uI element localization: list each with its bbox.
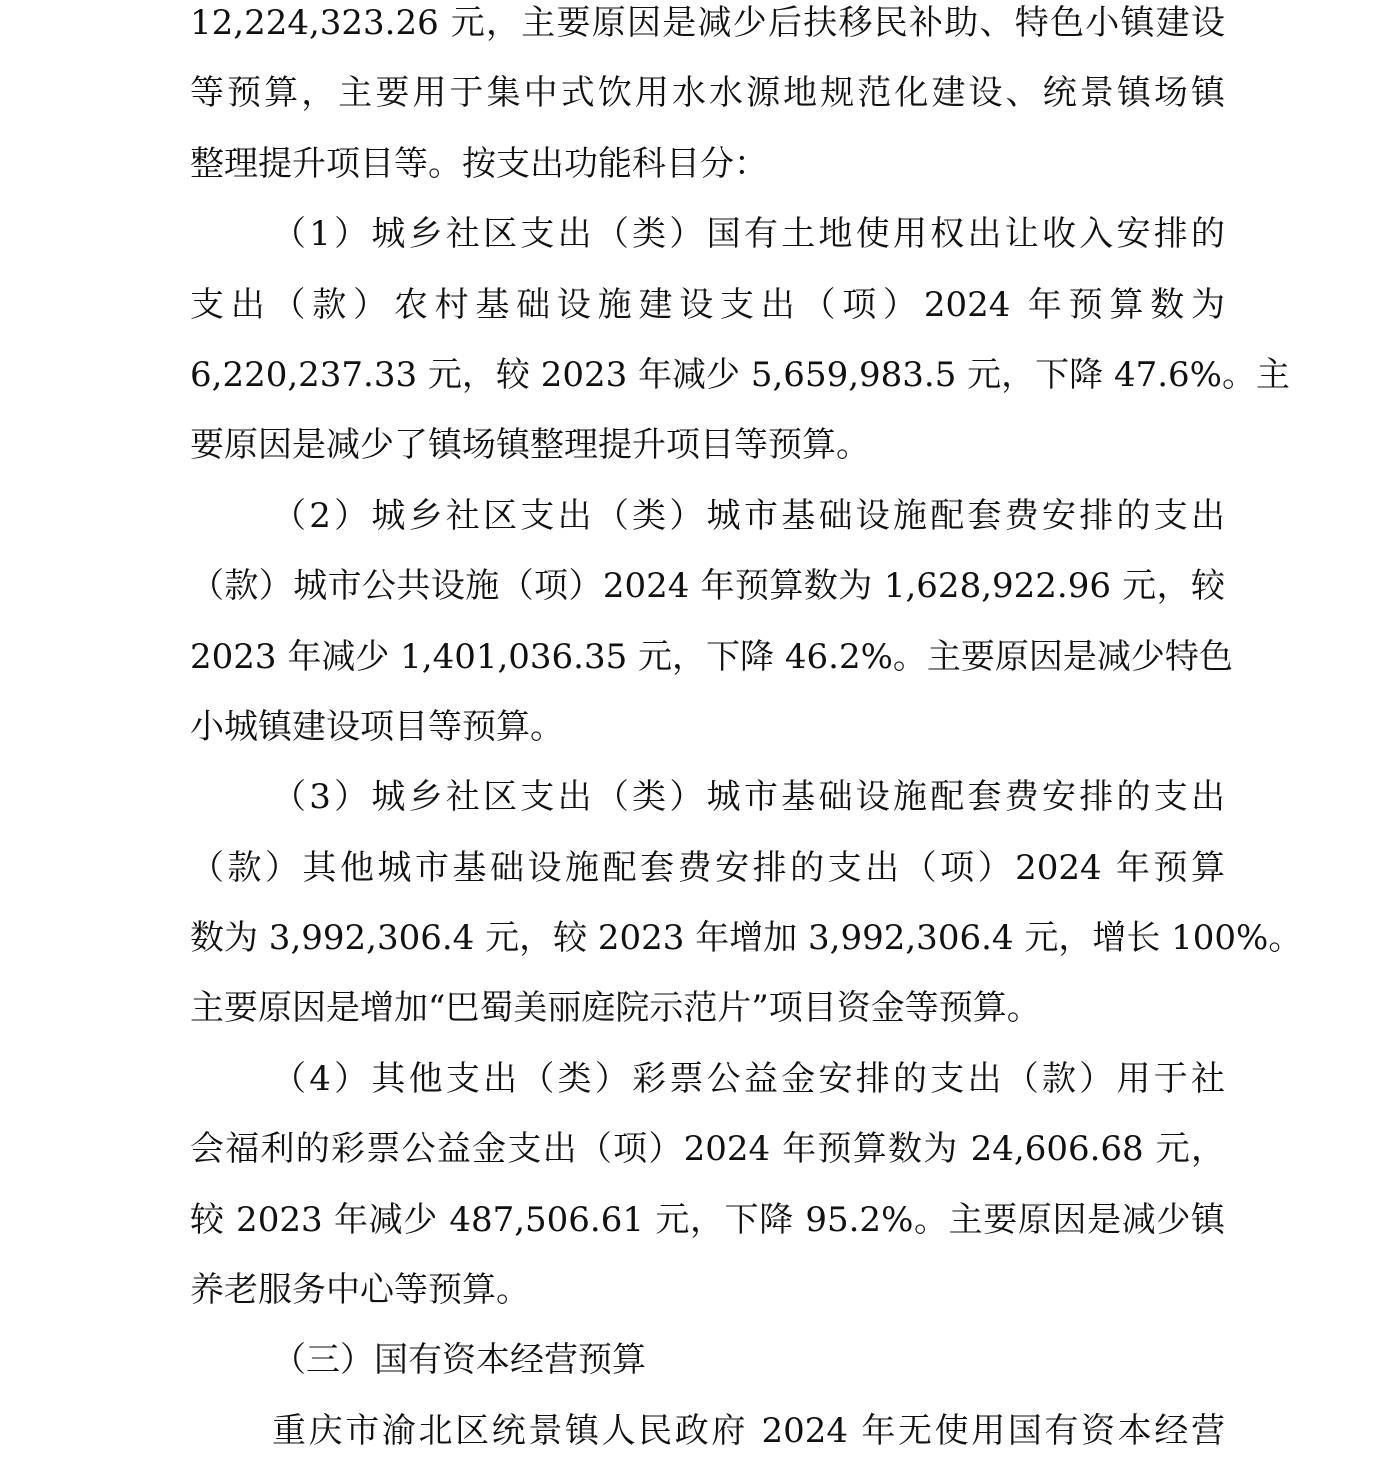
text-line: （款）城市公共设施（项）2024 年预算数为 1,628,922.96 元，较 <box>190 566 1225 607</box>
paragraph-1-heading-line: （1）城乡社区支出（类）国有土地使用权出让收入安排的 <box>272 214 1225 255</box>
text-line: 整理提升项目等。按支出功能科目分： <box>190 143 768 184</box>
text-line: 数为 3,992,306.4 元，较 2023 年增加 3,992,306.4 元，增长 100%。 <box>190 918 1303 959</box>
paragraph-3-heading-line: （3）城乡社区支出（类）城市基础设施配套费安排的支出 <box>272 777 1225 818</box>
text-line: 12,224,323.26 元，主要原因是减少后扶移民补助、特色小镇建设 <box>190 3 1225 43</box>
text-line: 6,220,237.33 元，较 2023 年减少 5,659,983.5 元，下降 47.6%。主 <box>190 354 1290 395</box>
paragraph-2-heading-line: （2）城乡社区支出（类）城市基础设施配套费安排的支出 <box>272 495 1225 536</box>
text-line: 养老服务中心等预算。 <box>190 1270 530 1311</box>
text-line: 小城镇建设项目等预算。 <box>190 706 564 747</box>
text-line: 重庆市渝北区统景镇人民政府 2024 年无使用国有资本经营 <box>272 1410 1225 1451</box>
text-line: 要原因是减少了镇场镇整理提升项目等预算。 <box>190 425 870 466</box>
text-line: 等预算，主要用于集中式饮用水水源地规范化建设、统景镇场镇 <box>190 73 1225 114</box>
paragraph-4-heading-line: （4）其他支出（类）彩票公益金安排的支出（款）用于社 <box>272 1058 1225 1099</box>
text-line: 2023 年减少 1,401,036.35 元，下降 46.2%。主要原因是减少特色 <box>190 636 1233 677</box>
text-line: 较 2023 年减少 487,506.61 元，下降 95.2%。主要原因是减少镇 <box>190 1199 1225 1240</box>
text-line: 支出（款）农村基础设施建设支出（项）2024 年预算数为 <box>190 284 1225 325</box>
document-page <box>190 0 1303 1457</box>
section-heading: （三）国有资本经营预算 <box>272 1340 646 1381</box>
text-line: 会福利的彩票公益金支出（项）2024 年预算数为 24,606.68 元， <box>190 1129 1225 1170</box>
text-line: （款）其他城市基础设施配套费安排的支出（项）2024 年预算 <box>190 847 1225 888</box>
text-line: 主要原因是增加“巴蜀美丽庭院示范片”项目资金等预算。 <box>190 988 1041 1029</box>
